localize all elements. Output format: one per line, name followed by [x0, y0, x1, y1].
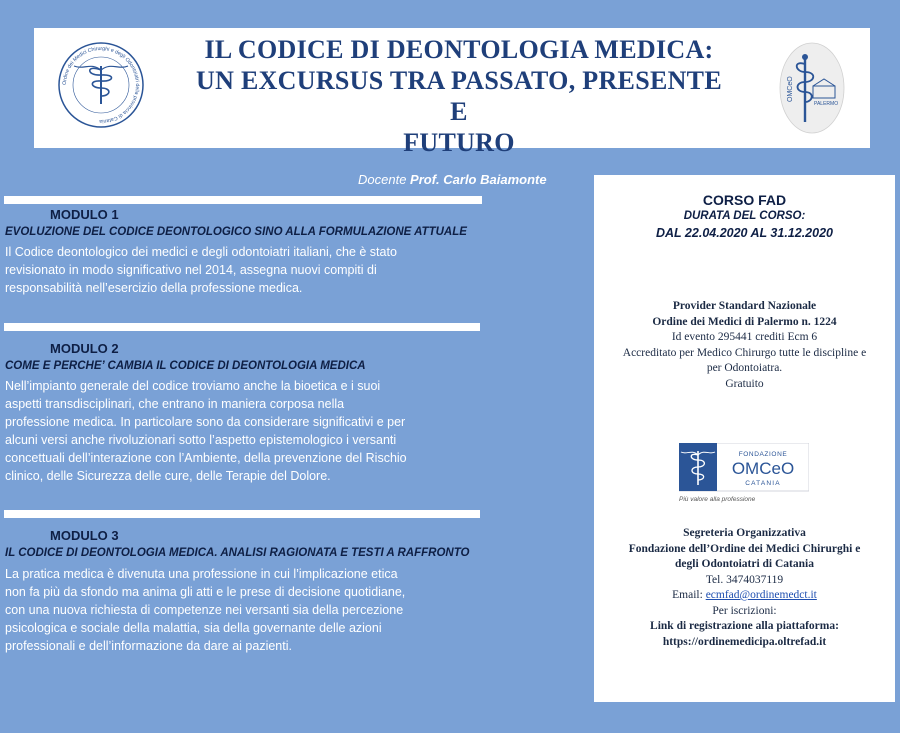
- module-3-title: MODULO 3: [50, 528, 119, 543]
- email-link[interactable]: ecmfad@ordinemedct.it: [705, 589, 817, 601]
- fondazione-line: Fondazione dell’Ordine dei Medici Chirurghi e: [628, 542, 861, 555]
- palermo-text: PALERMO: [814, 101, 839, 107]
- title-line: IL CODICE DI DEONTOLOGIA MEDICA:: [204, 35, 714, 64]
- module-1-title: MODULO 1: [50, 207, 119, 222]
- evento-line: Id evento 295441 crediti Ecm 6: [671, 331, 818, 343]
- omceo-palermo-logo: [779, 42, 845, 134]
- durata-label: DURATA DEL CORSO:: [683, 210, 806, 222]
- module-body-line: professione medica. In particolare sono da considerare significativi e per: [5, 415, 406, 429]
- title-line: FUTURO: [403, 128, 515, 157]
- provider-line: Provider Standard Nazionale: [672, 300, 817, 312]
- module-body-line: psicologica e sociale della malattia, sia della governante delle azioni: [5, 621, 382, 635]
- module-2-body: [5, 377, 407, 485]
- docente-label: Docente: [358, 172, 407, 187]
- module-3-body: [5, 565, 405, 655]
- module-body-line: alcuni versi anche rivoluzionari sotto l’aspetto epistemologico i versanti: [5, 433, 397, 447]
- module-body-line: concettuali dell’interazione con l’Ambiente, della prevenzione del Rischio: [5, 451, 407, 465]
- module-1-subtitle: EVOLUZIONE DEL CODICE DEONTOLOGICO SINO ALLA FORMULAZIONE ATTUALE: [5, 226, 467, 238]
- logo-omceo-text: OMCeO: [731, 459, 795, 478]
- tel-line: Tel. 3474037119: [705, 573, 784, 586]
- module-body-line: La pratica medica è divenuta una professione in cui l’implicazione etica: [5, 567, 398, 581]
- registration-link[interactable]: https://ordinemedicipa.oltrefad.it: [662, 635, 827, 648]
- module-body-line: responsabilità nell’esercizio della professione medica.: [5, 281, 303, 295]
- accreditato-line: per Odontoiatra.: [706, 362, 783, 374]
- segreteria-title: Segreteria Organizzativa: [683, 527, 806, 539]
- course-info-panel: [594, 175, 895, 702]
- module-body-line: Nell’impianto generale del codice troviamo anche la bioetica e i suoi: [5, 379, 381, 393]
- provider-line: Ordine dei Medici di Palermo n. 1224: [652, 315, 837, 328]
- title-line: UN EXCURSUS TRA PASSATO, PRESENTE E: [196, 66, 722, 126]
- module-3-subtitle: IL CODICE DI DEONTOLOGIA MEDICA. ANALISI RAGIONATA E TESTI A RAFFRONTO: [5, 547, 470, 559]
- logo-catania-text: CATANIA: [745, 480, 781, 487]
- accreditato-line: Accreditato per Medico Chirurgo tutte le discipline e: [622, 346, 867, 359]
- provider-info: [594, 299, 895, 392]
- svg-text:Ordine dei Medici Chirurghi e: Ordine dei Medici Chirurghi e degli Odontoiatri della provincia di Catania: [61, 45, 141, 125]
- module-divider: [4, 196, 482, 204]
- module-body-line: con una nuova richiesta di competenze nei versanti sia della percezione: [5, 603, 404, 617]
- corso-fad-heading: CORSO FAD: [702, 192, 787, 208]
- header-banner: [34, 28, 870, 157]
- module-body-line: Il Codice deontologico dei medici e degli odontoiatri italiani, che è stato: [5, 245, 397, 259]
- email-line: [594, 588, 895, 604]
- docente-line: [358, 172, 547, 187]
- module-1-body: [5, 243, 397, 297]
- module-divider: [4, 510, 480, 518]
- module-2-title: MODULO 2: [50, 341, 119, 356]
- logo-fondazione-text: FONDAZIONE: [738, 451, 788, 458]
- fondazione-line: degli Odontoiatri di Catania: [675, 558, 814, 570]
- module-2-subtitle: COME E PERCHE’ CAMBIA IL CODICE DI DEONTOLOGIA MEDICA: [5, 360, 366, 372]
- course-dates: DAL 22.04.2020 AL 31.12.2020: [656, 226, 833, 240]
- segreteria-info: [594, 526, 895, 650]
- module-body-line: clinico, delle Sicurezza delle cure, delle Terapie del Dolore.: [5, 469, 331, 483]
- page-title: [194, 34, 724, 158]
- module-body-line: revisionato in modo significativo nel 2014, assegna nuovi compiti di: [5, 263, 377, 277]
- module-divider: [4, 323, 480, 331]
- link-label: Link di registrazione alla piattaforma:: [650, 620, 839, 632]
- fondazione-omceo-catania-logo: [679, 443, 809, 505]
- iscrizioni-line: Per iscrizioni:: [712, 604, 777, 617]
- module-body-line: non fa più da sfondo ma anima gli atti e le prese di decisione quotidiane,: [5, 585, 406, 599]
- omceo-vertical-text: OMCeO: [787, 76, 794, 102]
- gratuito-line: Gratuito: [725, 377, 764, 390]
- logo-tagline: Più valore alla professione: [679, 496, 756, 503]
- email-label: Email:: [672, 589, 703, 601]
- docente-name: Prof. Carlo Baiamonte: [410, 172, 547, 187]
- ordine-catania-seal-logo: [56, 40, 146, 130]
- module-body-line: professionali e dell’informazione da dare ai pazienti.: [5, 639, 292, 653]
- module-body-line: aspetti transdisciplinari, che entrano in maniera corposa nella: [5, 397, 345, 411]
